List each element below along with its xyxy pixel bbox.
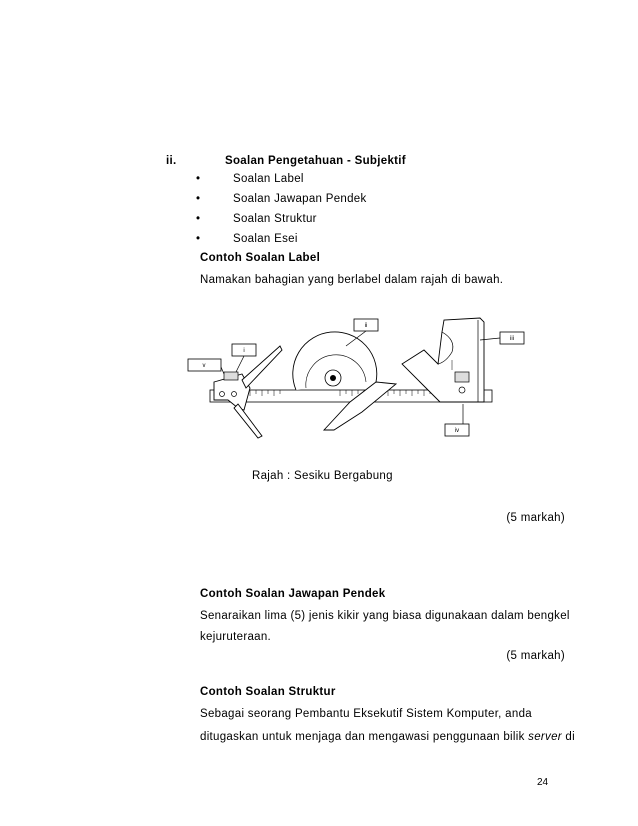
bullet-marker: • — [196, 233, 201, 245]
section-number: ii. — [166, 155, 177, 167]
page-number: 24 — [537, 777, 549, 788]
callout-label-v: v — [202, 363, 206, 369]
structure-text-line2 — [200, 731, 575, 743]
combination-square-diagram — [180, 312, 530, 452]
bullet-marker: • — [196, 173, 201, 185]
bullet-item: Soalan Struktur — [233, 213, 317, 225]
callout-label-iv: iv — [454, 428, 460, 434]
bullet-item: Soalan Label — [233, 173, 304, 185]
structure-text-part: ditugaskan untuk menjaga dan mengawasi penggunaan bilik — [200, 731, 529, 743]
bullet-marker: • — [196, 213, 201, 225]
short-answer-text-line2: kejuruteraan. — [200, 631, 272, 643]
bullet-marker: • — [196, 193, 201, 205]
bullet-item: Soalan Jawapan Pendek — [233, 193, 367, 205]
bullet-item: Soalan Esei — [233, 233, 298, 245]
callout-label-ii: ii — [364, 323, 368, 329]
section-title: Soalan Pengetahuan - Subjektif — [225, 155, 406, 167]
label-example-instruction: Namakan bahagian yang berlabel dalam rajah di bawah. — [200, 274, 504, 286]
callout-label-i: i — [243, 348, 245, 354]
callout-label-iii: iii — [510, 336, 514, 342]
structure-heading: Contoh Soalan Struktur — [200, 686, 336, 698]
short-answer-heading: Contoh Soalan Jawapan Pendek — [200, 588, 386, 600]
structure-text-part: di — [561, 731, 575, 743]
marks-label: (5 markah) — [506, 512, 565, 524]
structure-text-emphasis: server — [528, 731, 562, 743]
short-answer-text-line1: Senaraikan lima (5) jenis kikir yang biasa digunakaan dalam bengkel — [200, 610, 570, 622]
label-example-heading: Contoh Soalan Label — [200, 252, 321, 264]
structure-text-line1: Sebagai seorang Pembantu Eksekutif Sistem Komputer, anda — [200, 708, 532, 720]
diagram-caption: Rajah : Sesiku Bergabung — [252, 470, 393, 482]
marks-label: (5 markah) — [506, 650, 565, 662]
